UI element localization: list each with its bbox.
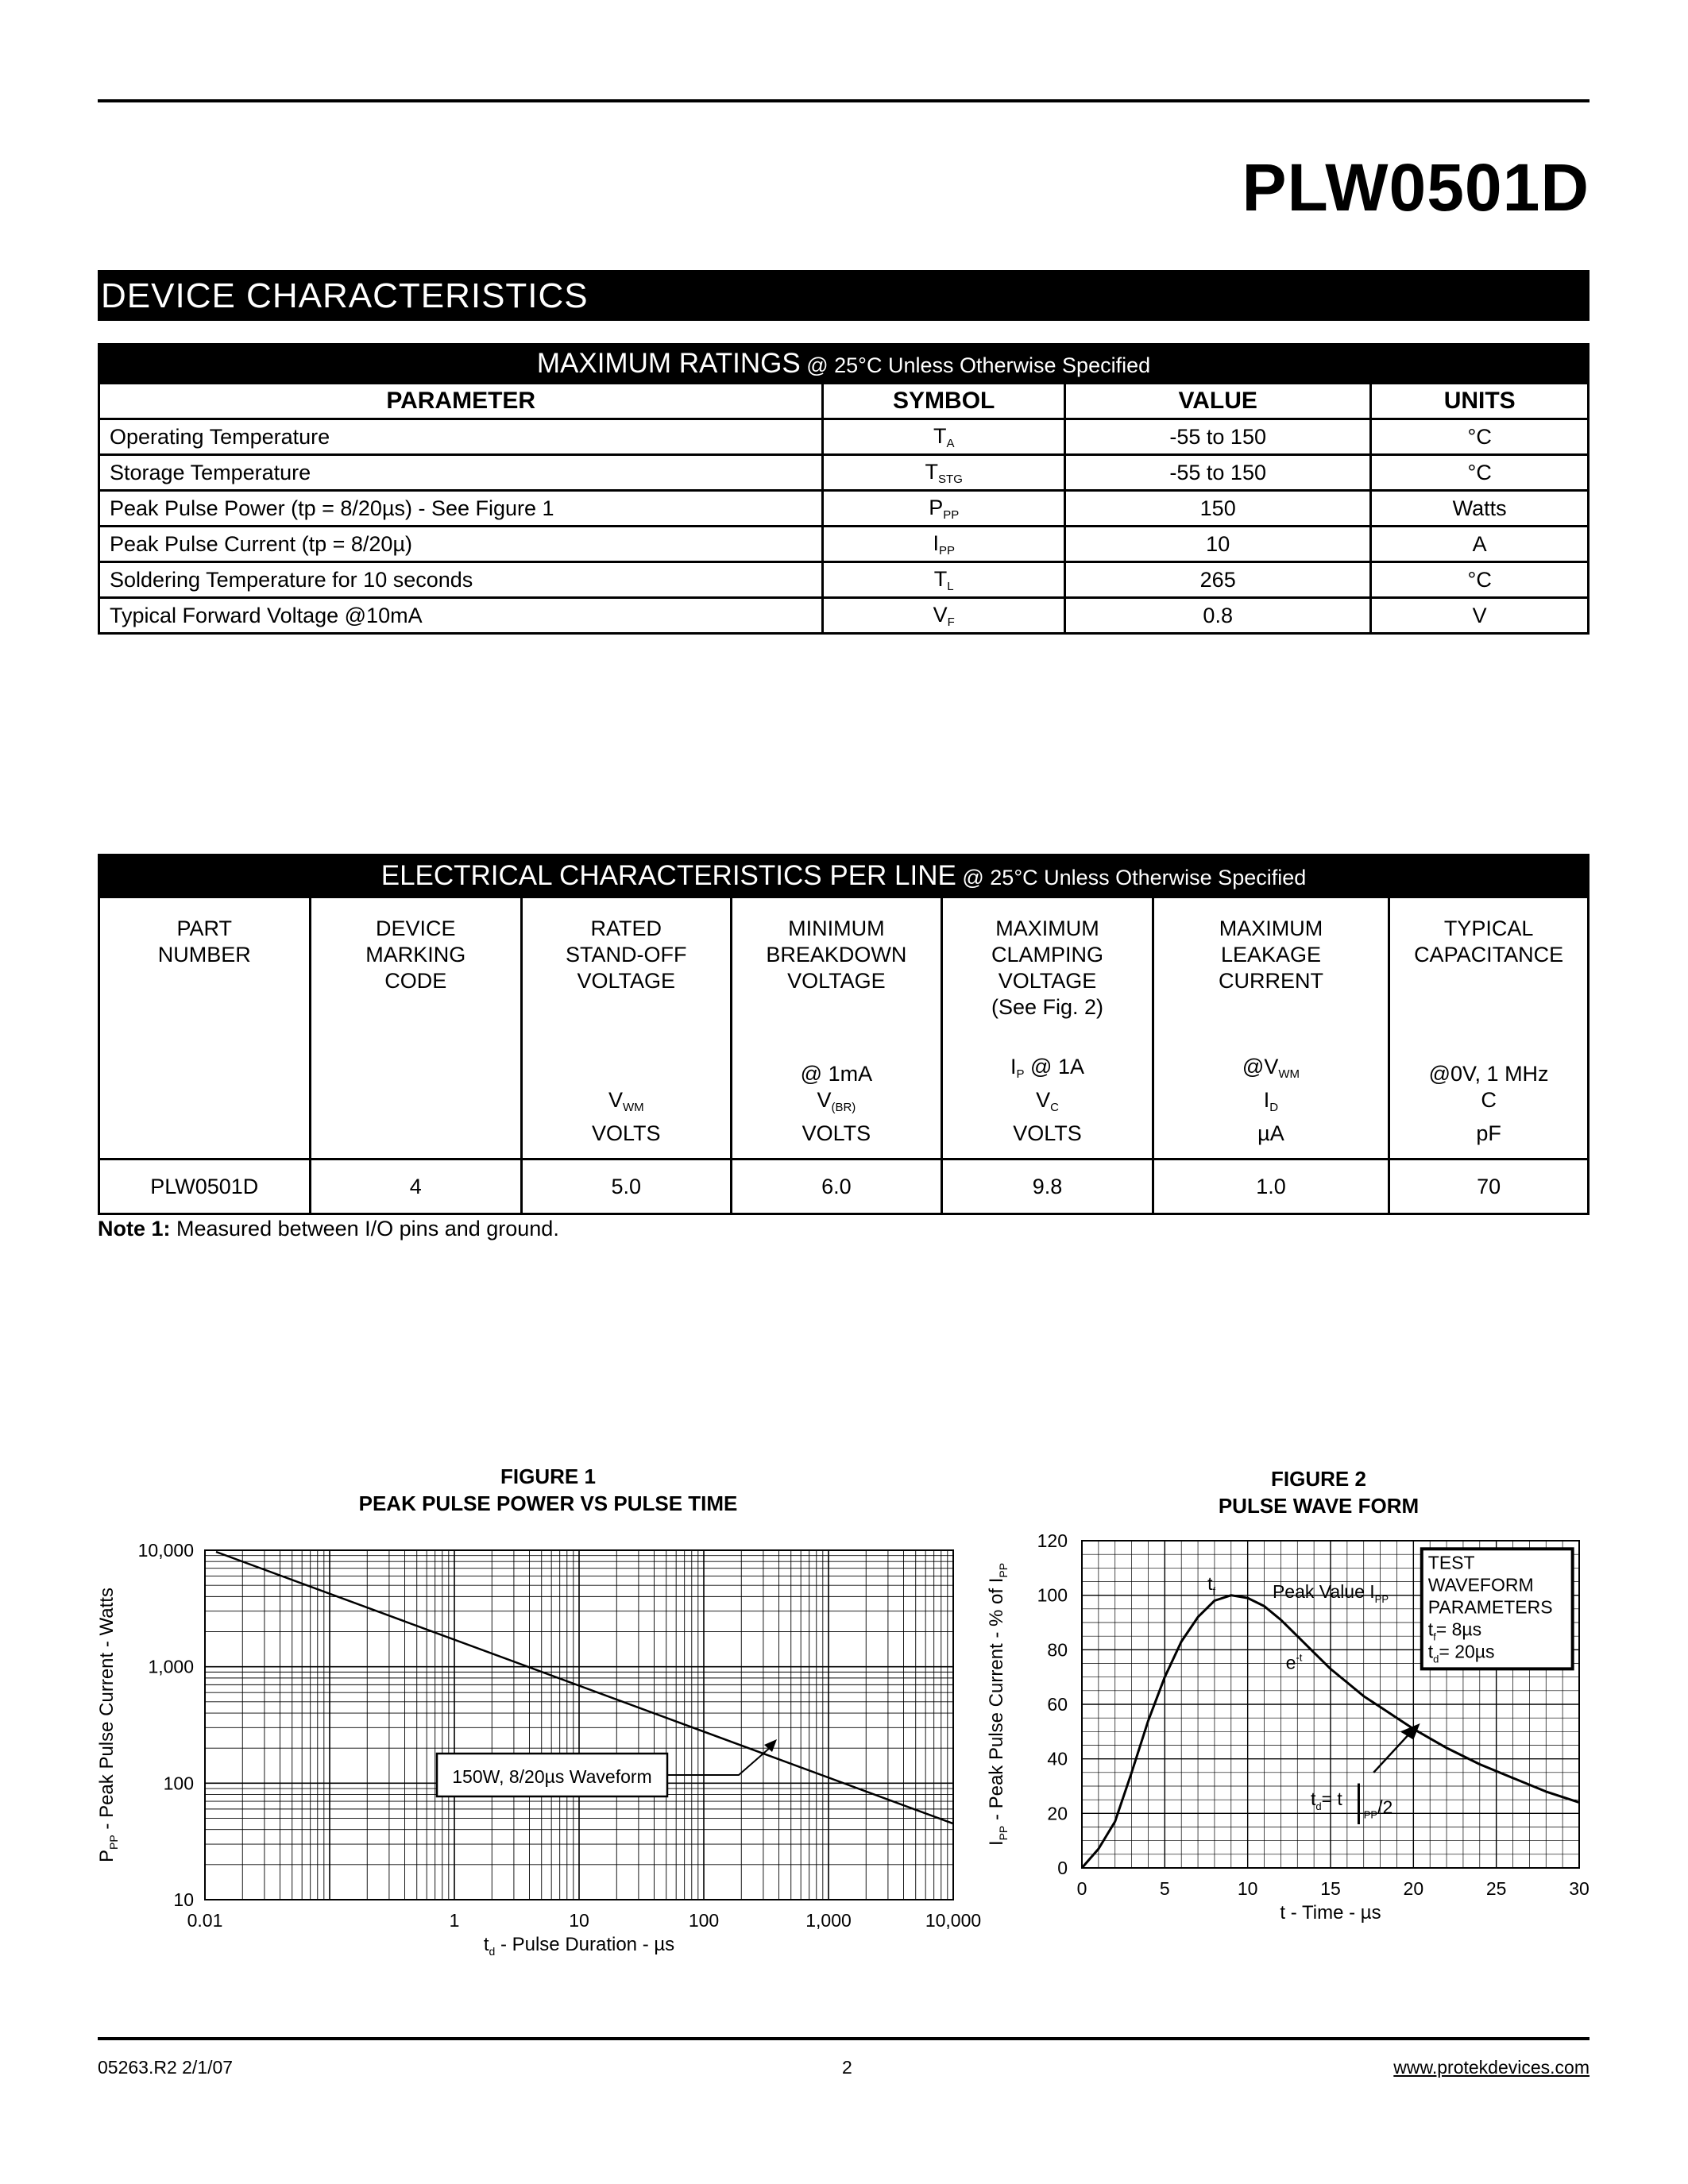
symbol-letter: P xyxy=(929,495,944,519)
spacer xyxy=(100,1068,309,1094)
header-line: MINIMUM xyxy=(788,916,885,940)
y-axis-label xyxy=(986,1563,1010,1846)
maximum-ratings-title: MAXIMUM RATINGS xyxy=(536,348,801,379)
parameter-symbol xyxy=(1390,1087,1587,1121)
peak-subscript: PP xyxy=(1374,1593,1389,1606)
parameter-symbol xyxy=(311,1094,521,1121)
symbol-letter: V xyxy=(608,1088,623,1112)
x-tick-label: 1,000 xyxy=(805,1910,852,1931)
spacer xyxy=(311,1121,521,1147)
symbol-cell xyxy=(823,491,1065,527)
header-line: PART xyxy=(176,916,233,940)
y-tick-label: 40 xyxy=(1047,1748,1068,1769)
footer-website-link[interactable]: www.protekdevices.com xyxy=(1393,2057,1590,2078)
decay-superscript: -t xyxy=(1296,1651,1303,1664)
symbol-letter: T xyxy=(933,423,947,448)
data-cell: PLW0501D xyxy=(99,1160,311,1214)
column-header xyxy=(522,897,732,1160)
y-axis-label-symbol: I xyxy=(986,1840,1007,1846)
test-condition xyxy=(1390,1061,1587,1087)
header-line: CURRENT xyxy=(1218,969,1323,993)
header-line: NUMBER xyxy=(157,943,251,967)
box-line: TEST xyxy=(1427,1552,1475,1573)
section-title: DEVICE CHARACTERISTICS xyxy=(98,270,1590,321)
y-tick-label: 10,000 xyxy=(137,1540,194,1561)
symbol-subscript: WM xyxy=(622,1101,644,1114)
column-header xyxy=(310,897,522,1160)
units-cell: Watts xyxy=(1371,491,1589,527)
decay-annotation xyxy=(1286,1651,1303,1673)
symbol-subscript: D xyxy=(1269,1101,1279,1114)
symbol-letter: I xyxy=(1263,1088,1270,1112)
symbol-subscript: F xyxy=(947,615,955,629)
x-axis-label: t - Time - µs xyxy=(1280,1902,1381,1924)
table-row xyxy=(99,527,1589,562)
header-line: TYPICAL xyxy=(1443,916,1534,940)
box-tf-value: = 8µs xyxy=(1435,1619,1482,1640)
x-tick-label: 30 xyxy=(1569,1878,1590,1899)
y-tick-label: 20 xyxy=(1047,1803,1068,1824)
x-tick-label: 15 xyxy=(1320,1878,1341,1899)
document-title: PLW0501D xyxy=(1242,150,1590,225)
y-axis-label xyxy=(96,1588,120,1862)
x-tick-label: 25 xyxy=(1485,1878,1507,1899)
header-units xyxy=(1154,1054,1388,1147)
value-cell: 265 xyxy=(1065,562,1371,598)
td-subscript: d xyxy=(1315,1800,1322,1813)
figure1-chart xyxy=(79,1509,985,1958)
y-tick-label: 80 xyxy=(1047,1639,1068,1661)
header-line: (See Fig. 2) xyxy=(991,995,1104,1019)
condition-text: I xyxy=(1010,1055,1017,1078)
parameter-symbol xyxy=(943,1087,1152,1121)
x-axis-label-subscript: d xyxy=(489,1945,496,1958)
legend-label: 150W, 8/20µs Waveform xyxy=(452,1766,652,1787)
spacer xyxy=(311,1068,521,1094)
x-tick-label: 1 xyxy=(449,1910,460,1931)
y-axis-label-subscript: PP xyxy=(107,1835,120,1850)
decay-symbol: e xyxy=(1285,1652,1296,1673)
header-units xyxy=(311,1068,521,1147)
electrical-title: ELECTRICAL CHARACTERISTICS PER LINE xyxy=(380,860,956,891)
symbol-cell xyxy=(823,562,1065,598)
table-row xyxy=(99,419,1589,455)
x-axis-label xyxy=(484,1934,674,1958)
unit-label: VOLTS xyxy=(802,1121,871,1145)
table-row xyxy=(99,598,1589,634)
box-tf-symbol: t xyxy=(1427,1619,1434,1640)
parameter-cell: Peak Pulse Current (tp = 8/20µ) xyxy=(99,527,823,562)
x-tick-label: 0 xyxy=(1076,1878,1087,1899)
unit-label: µA xyxy=(1257,1121,1284,1145)
data-cell: 70 xyxy=(1389,1160,1589,1214)
header-line: CLAMPING xyxy=(991,943,1103,967)
value-cell: 0.8 xyxy=(1065,598,1371,634)
header-line: LEAKAGE xyxy=(1220,943,1321,967)
parameter-symbol xyxy=(732,1087,941,1121)
symbol-letter: V xyxy=(1036,1088,1051,1112)
td-tail-text: /2 xyxy=(1377,1796,1393,1818)
box-tf xyxy=(1428,1619,1481,1642)
symbol-cell xyxy=(823,455,1065,491)
data-cell: 6.0 xyxy=(731,1160,942,1214)
electrical-subtitle: @ 25°C Unless Otherwise Specified xyxy=(962,866,1307,889)
column-header xyxy=(942,897,1153,1160)
x-tick-label: 0.01 xyxy=(187,1910,223,1931)
header-units xyxy=(732,1061,941,1147)
units-cell: A xyxy=(1371,527,1589,562)
x-tick-label: 20 xyxy=(1403,1878,1424,1899)
parameter-cell: Storage Temperature xyxy=(99,455,823,491)
electrical-characteristics-table xyxy=(98,854,1590,1215)
spacer xyxy=(100,1121,309,1147)
column-header: PARAMETER xyxy=(99,384,823,419)
header-line: DEVICE xyxy=(376,916,456,940)
symbol-subscript: A xyxy=(946,436,955,450)
symbol-letter: V xyxy=(933,602,948,627)
symbol-subscript: C xyxy=(1050,1101,1059,1114)
data-cell: 1.0 xyxy=(1153,1160,1389,1214)
note xyxy=(98,1217,559,1241)
unit-label: pF xyxy=(1476,1121,1501,1145)
column-header xyxy=(731,897,942,1160)
maximum-ratings-banner xyxy=(99,345,1589,384)
y-tick-label: 0 xyxy=(1057,1858,1068,1878)
parameter-symbol xyxy=(100,1094,309,1121)
footer-doc-id: 05263.R2 2/1/07 xyxy=(98,2057,234,2078)
symbol-subscript: PP xyxy=(943,507,960,522)
condition-text: @V xyxy=(1242,1055,1279,1078)
header-line: VOLTAGE xyxy=(577,969,676,993)
table-row xyxy=(99,562,1589,598)
maximum-ratings-table xyxy=(98,343,1590,635)
data-cell: 4 xyxy=(310,1160,522,1214)
x-tick-label: 100 xyxy=(688,1910,720,1931)
td-arrow xyxy=(1373,1733,1410,1773)
figure2-title-line1: FIGURE 2 xyxy=(1271,1467,1366,1491)
table-row xyxy=(99,455,1589,491)
parameter-cell: Peak Pulse Power (tp = 8/20µs) - See Figure 1 xyxy=(99,491,823,527)
y-tick-label: 60 xyxy=(1047,1694,1068,1715)
symbol-subscript: PP xyxy=(938,543,955,558)
symbol-letter: C xyxy=(1481,1088,1497,1112)
units-cell: V xyxy=(1371,598,1589,634)
grid xyxy=(205,1550,953,1900)
column-header: UNITS xyxy=(1371,384,1589,419)
symbol-letter: I xyxy=(933,531,939,555)
symbol-letter: V xyxy=(817,1088,832,1112)
x-tick-label: 10 xyxy=(1237,1878,1258,1899)
header-line: VOLTAGE xyxy=(998,969,1097,993)
condition-text: @ 1mA xyxy=(800,1062,873,1086)
parameter-cell: Typical Forward Voltage @10mA xyxy=(99,598,823,634)
parameter-cell: Operating Temperature xyxy=(99,419,823,455)
table-row xyxy=(99,491,1589,527)
column-header xyxy=(1153,897,1389,1160)
parameter-symbol xyxy=(1154,1087,1388,1121)
parameter-cell: Soldering Temperature for 10 seconds xyxy=(99,562,823,598)
y-tick-label: 120 xyxy=(1037,1530,1068,1551)
unit-label: VOLTS xyxy=(1013,1121,1082,1145)
test-condition xyxy=(1154,1054,1388,1087)
peak-annotation xyxy=(1273,1581,1389,1605)
column-header: SYMBOL xyxy=(823,384,1065,419)
x-axis-label-text: - Pulse Duration - µs xyxy=(495,1934,675,1955)
spacer xyxy=(523,1061,730,1087)
td-equals: = t xyxy=(1321,1788,1342,1810)
box-line: WAVEFORM xyxy=(1427,1574,1534,1596)
box-tf-subscript: f xyxy=(1433,1630,1436,1643)
y-axis-label-text: - Peak Pulse Current - % of I xyxy=(986,1577,1007,1826)
note-text: Measured between I/O pins and ground. xyxy=(170,1217,559,1241)
tf-symbol: t xyxy=(1207,1572,1213,1594)
figure2-chart xyxy=(977,1501,1620,1938)
condition-subscript: WM xyxy=(1278,1067,1300,1081)
peak-label: Peak Value I xyxy=(1272,1581,1375,1603)
condition-text: @0V, 1 MHz xyxy=(1428,1062,1549,1086)
parameter-symbol xyxy=(523,1087,730,1121)
header-line: CODE xyxy=(384,969,447,993)
symbol-cell xyxy=(823,419,1065,455)
x-tick-label: 10,000 xyxy=(925,1910,982,1931)
x-axis-label-symbol: t xyxy=(483,1934,489,1955)
symbol-letter: T xyxy=(925,459,939,484)
td-annotation xyxy=(1311,1788,1342,1812)
top-rule xyxy=(98,99,1590,102)
y-axis-label-subscript: PP xyxy=(997,1825,1010,1841)
header-line: BREAKDOWN xyxy=(766,943,907,967)
figure1-title-line1: FIGURE 1 xyxy=(500,1464,596,1488)
y-axis-label-symbol: P xyxy=(96,1849,118,1862)
td-symbol: t xyxy=(1310,1788,1316,1810)
header-line: MARKING xyxy=(365,943,466,967)
header-line: MAXIMUM xyxy=(1219,916,1323,940)
table-row xyxy=(99,1160,1589,1214)
data-cell: 9.8 xyxy=(942,1160,1153,1214)
column-header: VALUE xyxy=(1065,384,1371,419)
bottom-rule xyxy=(98,2037,1590,2040)
header-line: VOLTAGE xyxy=(787,969,886,993)
y-axis-label-subscript-2: PP xyxy=(997,1562,1010,1578)
units-cell: °C xyxy=(1371,419,1589,455)
units-cell: °C xyxy=(1371,455,1589,491)
td-tail-subscript: PP xyxy=(1363,1808,1378,1821)
y-axis-label-text: - Peak Pulse Current - Watts xyxy=(96,1588,118,1835)
unit-label: VOLTS xyxy=(592,1121,661,1145)
electrical-banner xyxy=(99,855,1589,897)
box-td-symbol: t xyxy=(1427,1641,1434,1662)
header-units xyxy=(1390,1061,1587,1147)
maximum-ratings-subtitle: @ 25°C Unless Otherwise Specified xyxy=(806,353,1151,377)
test-condition xyxy=(732,1061,941,1087)
condition-subscript: P xyxy=(1016,1067,1025,1081)
symbol-cell xyxy=(823,527,1065,562)
figure2-title-line2: PULSE WAVE FORM xyxy=(1218,1494,1420,1518)
value-cell: -55 to 150 xyxy=(1065,419,1371,455)
header-units xyxy=(943,1054,1152,1147)
column-header xyxy=(1389,897,1589,1160)
header-line: RATED xyxy=(590,916,662,940)
x-tick-label: 5 xyxy=(1159,1878,1170,1899)
header-units xyxy=(523,1061,730,1147)
header-line: STAND-OFF xyxy=(566,943,687,967)
box-td-value: = 20µs xyxy=(1439,1641,1495,1662)
units-cell: °C xyxy=(1371,562,1589,598)
y-tick-label: 1,000 xyxy=(148,1656,194,1677)
y-tick-label: 100 xyxy=(163,1773,194,1794)
test-condition xyxy=(943,1054,1152,1087)
figure1-title-line2: PEAK PULSE POWER VS PULSE TIME xyxy=(358,1491,738,1515)
symbol-cell xyxy=(823,598,1065,634)
header-units xyxy=(100,1068,309,1147)
tf-subscript: f xyxy=(1212,1584,1216,1597)
y-tick-label: 10 xyxy=(173,1889,194,1910)
header-line: CAPACITANCE xyxy=(1414,943,1564,967)
box-line: PARAMETERS xyxy=(1427,1596,1553,1618)
symbol-subscript: (BR) xyxy=(831,1101,856,1114)
symbol-letter: T xyxy=(933,566,948,591)
value-cell: 150 xyxy=(1065,491,1371,527)
condition-tail: @ 1A xyxy=(1024,1055,1084,1078)
box-td-subscript: d xyxy=(1433,1653,1439,1665)
data-cell: 5.0 xyxy=(522,1160,732,1214)
footer-page-number: 2 xyxy=(842,2057,852,2078)
header-line: MAXIMUM xyxy=(995,916,1099,940)
y-tick-label: 100 xyxy=(1037,1584,1068,1606)
note-label: Note 1: xyxy=(98,1217,171,1241)
td-tail xyxy=(1364,1796,1393,1820)
x-tick-label: 10 xyxy=(569,1910,589,1931)
symbol-subscript: STG xyxy=(938,472,963,486)
column-header xyxy=(99,897,311,1160)
value-cell: -55 to 150 xyxy=(1065,455,1371,491)
symbol-subscript: L xyxy=(947,579,954,593)
value-cell: 10 xyxy=(1065,527,1371,562)
